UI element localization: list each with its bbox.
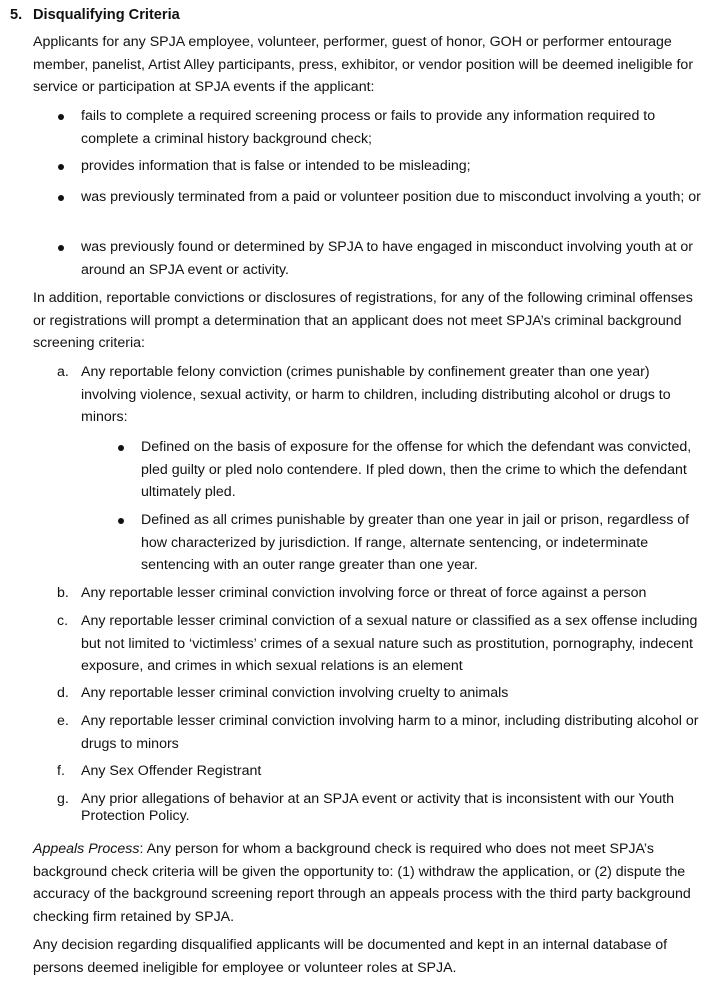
criteria-marker: d. bbox=[57, 685, 69, 701]
closing-paragraph: Any decision regarding disqualified applicants will be documented and kept in an internal database of persons deemed ineligible for employee or volunteer roles at SPJA. bbox=[33, 937, 668, 976]
criteria-item-c bbox=[57, 610, 705, 678]
bullet-dot-icon bbox=[58, 195, 64, 201]
bullet-dot-icon bbox=[58, 114, 64, 120]
criteria-marker: e. bbox=[57, 713, 69, 729]
bullet-item bbox=[81, 236, 705, 281]
criteria-marker: f. bbox=[57, 763, 65, 779]
appeals-label: Appeals Process bbox=[33, 841, 140, 857]
criteria-text: Any reportable lesser criminal conviction involving cruelty to animals bbox=[81, 685, 509, 701]
criteria-item-b bbox=[57, 582, 705, 605]
bullet-text: was previously terminated from a paid or volunteer position due to misconduct involving a youth; or bbox=[81, 189, 701, 205]
criteria-item-d bbox=[57, 682, 705, 705]
felony-subpoint bbox=[141, 509, 705, 577]
criteria-item-f bbox=[57, 760, 705, 783]
criteria-item-e bbox=[57, 710, 705, 755]
criteria-text: Any reportable lesser criminal conviction involving harm to a minor, including distributing alcohol or drugs to minors bbox=[81, 713, 699, 752]
subpoint-text: Defined on the basis of exposure for the offense for which the defendant was convicted, pled guilty or pled nolo contendere. If pled down, then the crime to which the defendant ultimately pled. bbox=[141, 439, 692, 500]
criteria-marker: b. bbox=[57, 585, 69, 601]
bullet-item bbox=[81, 186, 705, 209]
criteria-text: Any reportable lesser criminal conviction involving force or threat of force against a person bbox=[81, 585, 647, 601]
addition-paragraph: In addition, reportable convictions or disclosures of registrations, for any of the following criminal offenses or registrations will prompt a determination that an applicant does not meet SPJA’s criminal background screening criteria: bbox=[33, 290, 693, 351]
section-title: Disqualifying Criteria bbox=[33, 7, 180, 23]
bullet-text: provides information that is false or intended to be misleading; bbox=[81, 158, 471, 174]
bullet-item bbox=[81, 155, 705, 178]
criteria-marker: c. bbox=[57, 613, 69, 629]
bullet-dot-icon bbox=[58, 245, 64, 251]
criteria-text: Any reportable lesser criminal conviction of a sexual nature or classified as a sex offense including but not limited to ‘victimless’ crimes of a sexual nature such as prostitution, pornography, indecent exposure, and crimes in which sexual relations is an element bbox=[81, 613, 698, 674]
appeals-text: : Any person for whom a background check is required who does not meet SPJA’s background check criteria will be given the opportunity to: (1) withdraw the application, or (2) dispute the accuracy of the background screening report through an appeals process with the third party background checking firm retained by SPJA. bbox=[33, 841, 691, 925]
subpoint-text: Defined as all crimes punishable by greater than one year in jail or prison, regardless of how characterized by jurisdiction. If range, alternate sentencing, or indeterminate sentencing with an outer range greater than one year. bbox=[141, 512, 690, 573]
bullet-text: fails to complete a required screening process or fails to provide any information required to complete a criminal history background check; bbox=[81, 108, 656, 147]
felony-subpoint bbox=[141, 436, 705, 504]
intro-paragraph: Applicants for any SPJA employee, volunteer, performer, guest of honor, GOH or performer entourage member, panelist, Artist Alley participants, press, exhibitor, or vendor position will be deemed ineligible for service or participation at SPJA events if the applicant: bbox=[33, 34, 694, 95]
criteria-item-g bbox=[57, 791, 705, 825]
criteria-text: Any reportable felony conviction (crimes punishable by confinement greater than one year) involving violence, sexual activity, or harm to children, including distributing alcohol or drugs to minors: bbox=[81, 364, 671, 425]
bullet-dot-icon bbox=[118, 518, 124, 524]
bullet-dot-icon bbox=[58, 164, 64, 170]
criteria-item-a bbox=[57, 361, 705, 429]
section-heading bbox=[10, 4, 180, 27]
criteria-marker: a. bbox=[57, 364, 69, 380]
bullet-item bbox=[81, 105, 705, 150]
bullet-dot-icon bbox=[118, 445, 124, 451]
appeals-paragraph bbox=[33, 838, 705, 928]
section-number: 5. bbox=[10, 7, 23, 23]
criteria-marker: g. bbox=[57, 791, 69, 807]
criteria-text: Any prior allegations of behavior at an SPJA event or activity that is inconsistent with our Youth Protection Policy. bbox=[81, 791, 675, 824]
criteria-text: Any Sex Offender Registrant bbox=[81, 763, 262, 779]
bullet-text: was previously found or determined by SPJA to have engaged in misconduct involving youth at or around an SPJA event or activity. bbox=[81, 239, 693, 278]
